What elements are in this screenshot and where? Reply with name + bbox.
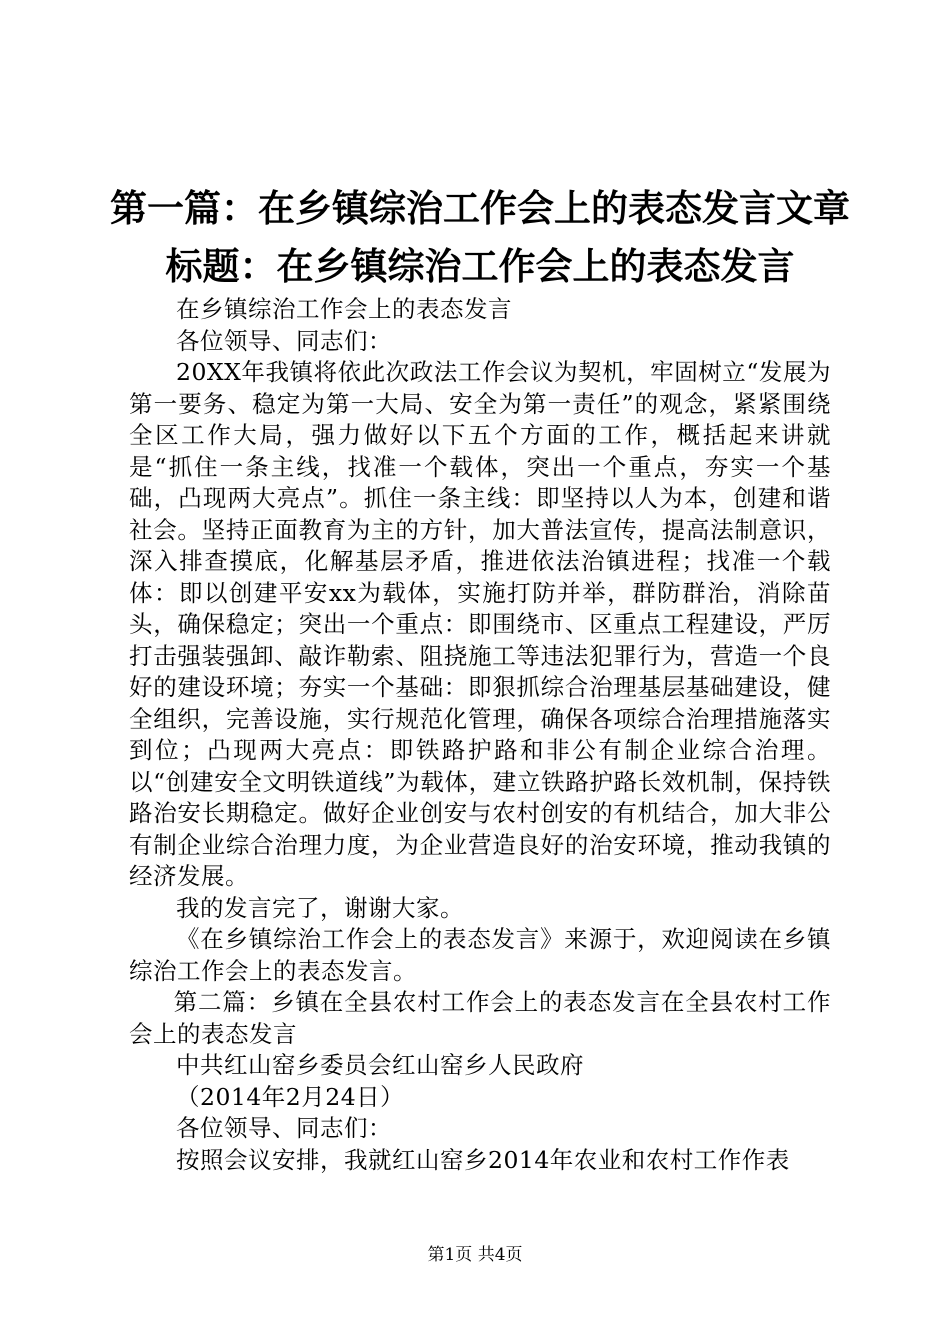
page-footer: 第1页 共4页 bbox=[427, 1245, 523, 1265]
paragraph-source: 《在乡镇综治工作会上的表态发言》来源于，欢迎阅读在乡镇综治工作会上的表态发言。 bbox=[129, 925, 831, 985]
document-title-line-1: 第一篇：在乡镇综治工作会上的表态发言文章 bbox=[110, 186, 850, 230]
paragraph-date: （2014年2月24日） bbox=[176, 1082, 405, 1111]
paragraph-intro-2: 按照会议安排，我就红山窑乡2014年农业和农村工作作表 bbox=[176, 1145, 790, 1174]
paragraph-organization: 中共红山窑乡委员会红山窑乡人民政府 bbox=[176, 1051, 584, 1079]
paragraph-salutation: 各位领导、同志们： bbox=[176, 326, 392, 355]
paragraph-second-title: 第二篇：乡镇在全县农村工作会上的表态发言在全县农村工作会上的表态发言 bbox=[129, 988, 831, 1048]
paragraph-closing: 我的发言完了，谢谢大家。 bbox=[176, 893, 464, 922]
paragraph-subtitle: 在乡镇综治工作会上的表态发言 bbox=[176, 295, 512, 323]
paragraph-salutation-2: 各位领导、同志们： bbox=[176, 1114, 392, 1142]
document-body bbox=[129, 294, 831, 1176]
document-title-line-2: 标题：在乡镇综治工作会上的表态发言 bbox=[165, 244, 795, 288]
paragraph-main: 20XX年我镇将依此次政法工作会议为契机，牢固树立“发展为第一要务、稳定为第一大局、安全为第一责任”的观念，紧紧围绕全区工作大局，强力做好以下五个方面的工作，概括起来讲就是“抓住一条主线，找准一个载体，突出一个重点，夯实一个基础，凸现两大亮点”。抓住一条主线：即坚持以人为本，创建和谐社会。坚持正面教育为主的方针，加大普法宣传，提高法制意识，深入排查摸底，化解基层矛盾，推进依法治镇进程；找准一个载体：即以创建平安xx为载体，实施打防并举，群防群治，消除苗头，确保稳定；突出一个重点：即围绕市、区重点工程建设，严厉打击强装强卸、敲诈勒索、阻挠施工等违法犯罪行为，营造一个良好的建设环境；夯实一个基础：即狠抓综合治理基层基础建设，健全组织，完善设施，实行规范化管理，确保各项综合治理措施落实到位；凸现两大亮点：即铁路护路和非公有制企业综合治理。以“创建安全文明铁道线”为载体，建立铁路护路长效机制，保持铁路治安长期稳定。做好企业创安与农村创安的有机结合，加大非公有制企业综合治理力度，为企业营造良好的治安环境，推动我镇的经济发展。 bbox=[129, 358, 831, 890]
